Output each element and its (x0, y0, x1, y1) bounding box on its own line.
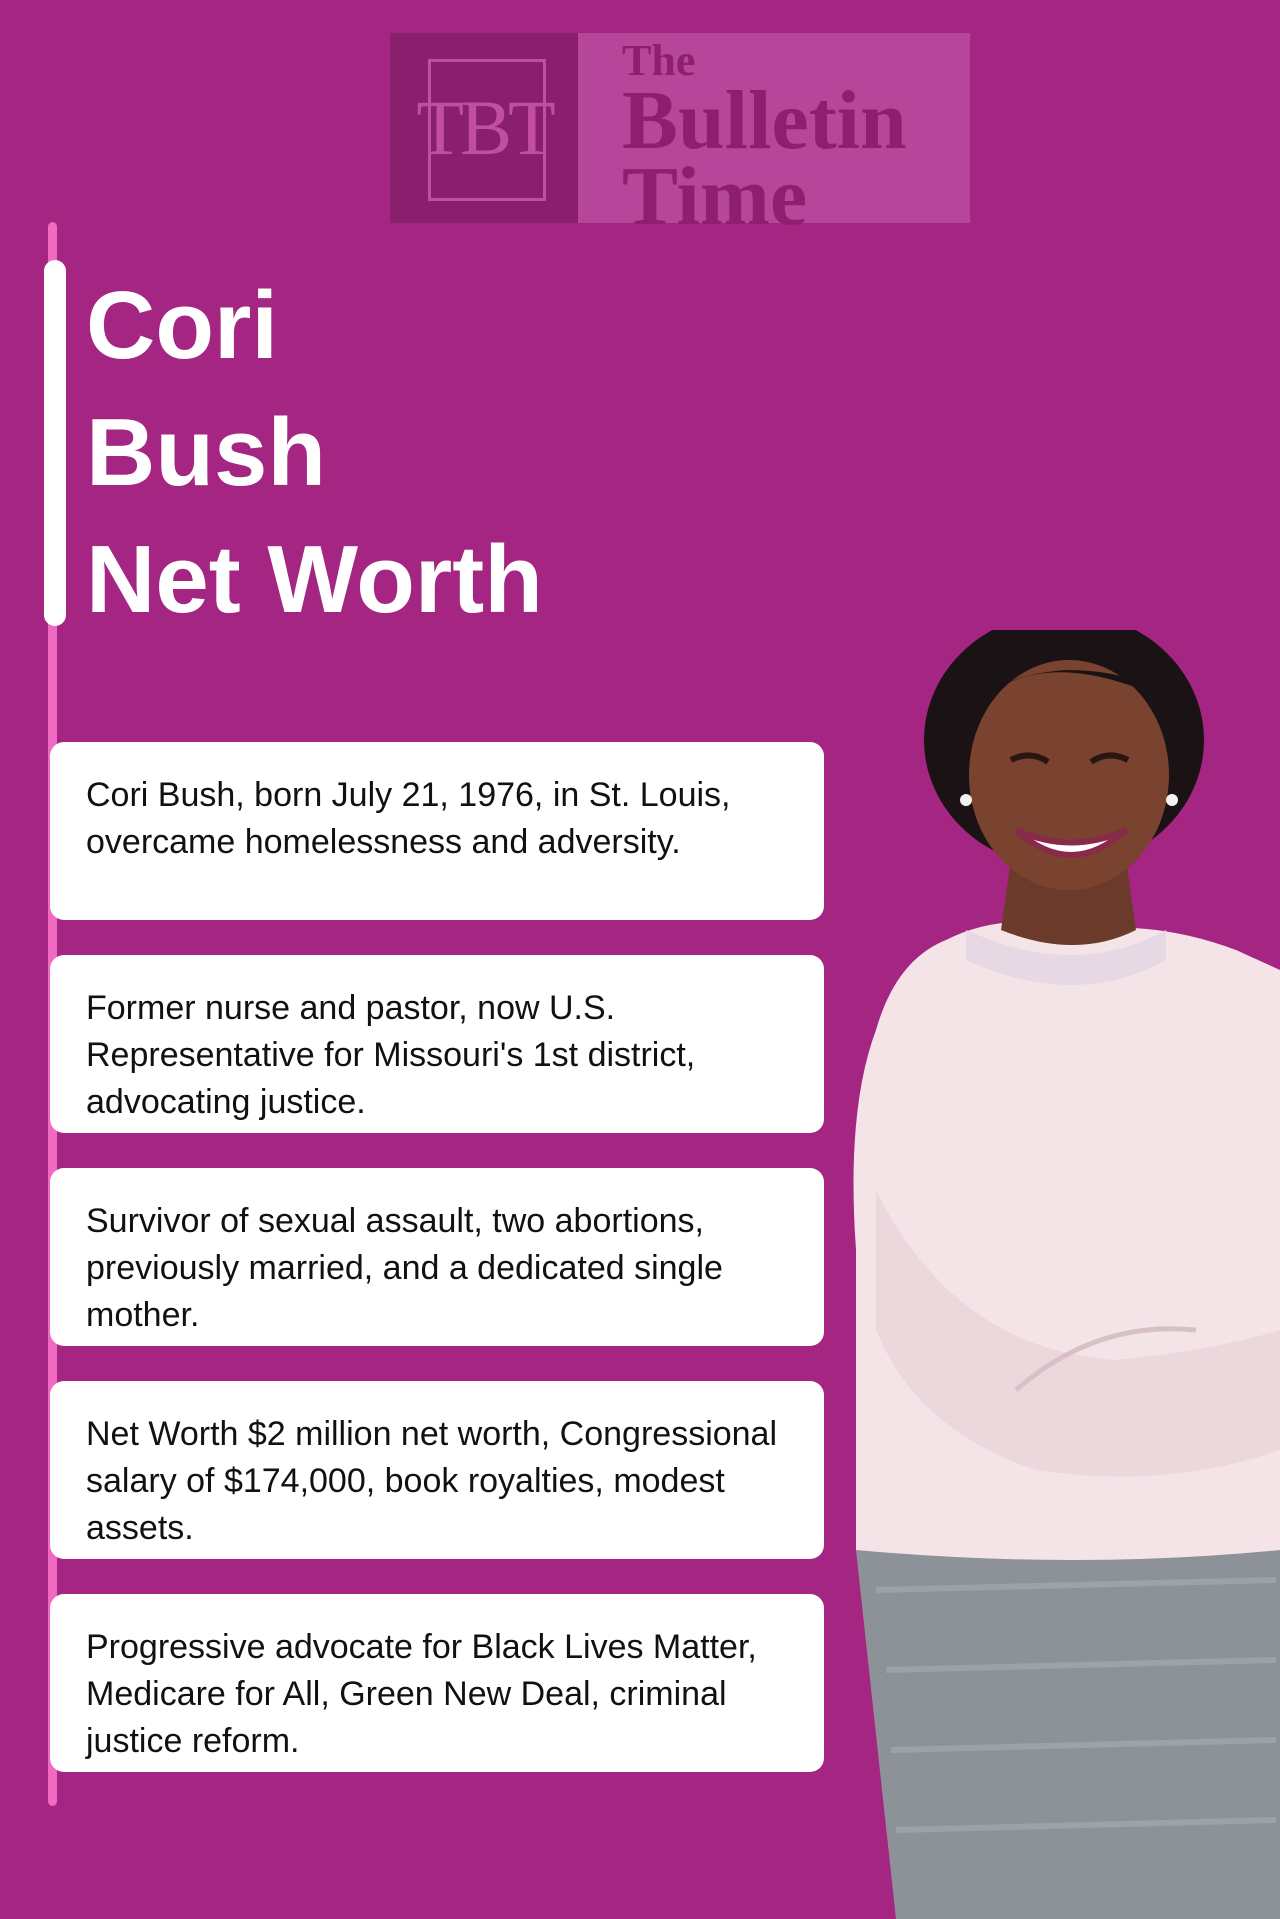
title-accent-bar (44, 260, 66, 626)
brand-monogram: TBT (390, 33, 578, 223)
fact-card-net-worth: Net Worth $2 million net worth, Congressional salary of $174,000, book royalties, modest assets. (50, 1381, 824, 1559)
portrait-photo (836, 630, 1280, 1919)
fact-card-advocacy: Progressive advocate for Black Lives Matter, Medicare for All, Green New Deal, criminal justice reform. (50, 1594, 824, 1772)
fact-card-birth: Cori Bush, born July 21, 1976, in St. Louis, overcame homelessness and adversity. (50, 742, 824, 920)
brand-logo (390, 33, 970, 243)
fact-card-personal: Survivor of sexual assault, two abortions, previously married, and a dedicated single mother. (50, 1168, 824, 1346)
page-title: Cori Bush Net Worth (86, 272, 543, 633)
brand-wordmark: The Bulletin Time (578, 33, 970, 223)
fact-card-career: Former nurse and pastor, now U.S. Representative for Missouri's 1st district, advocating justice. (50, 955, 824, 1133)
